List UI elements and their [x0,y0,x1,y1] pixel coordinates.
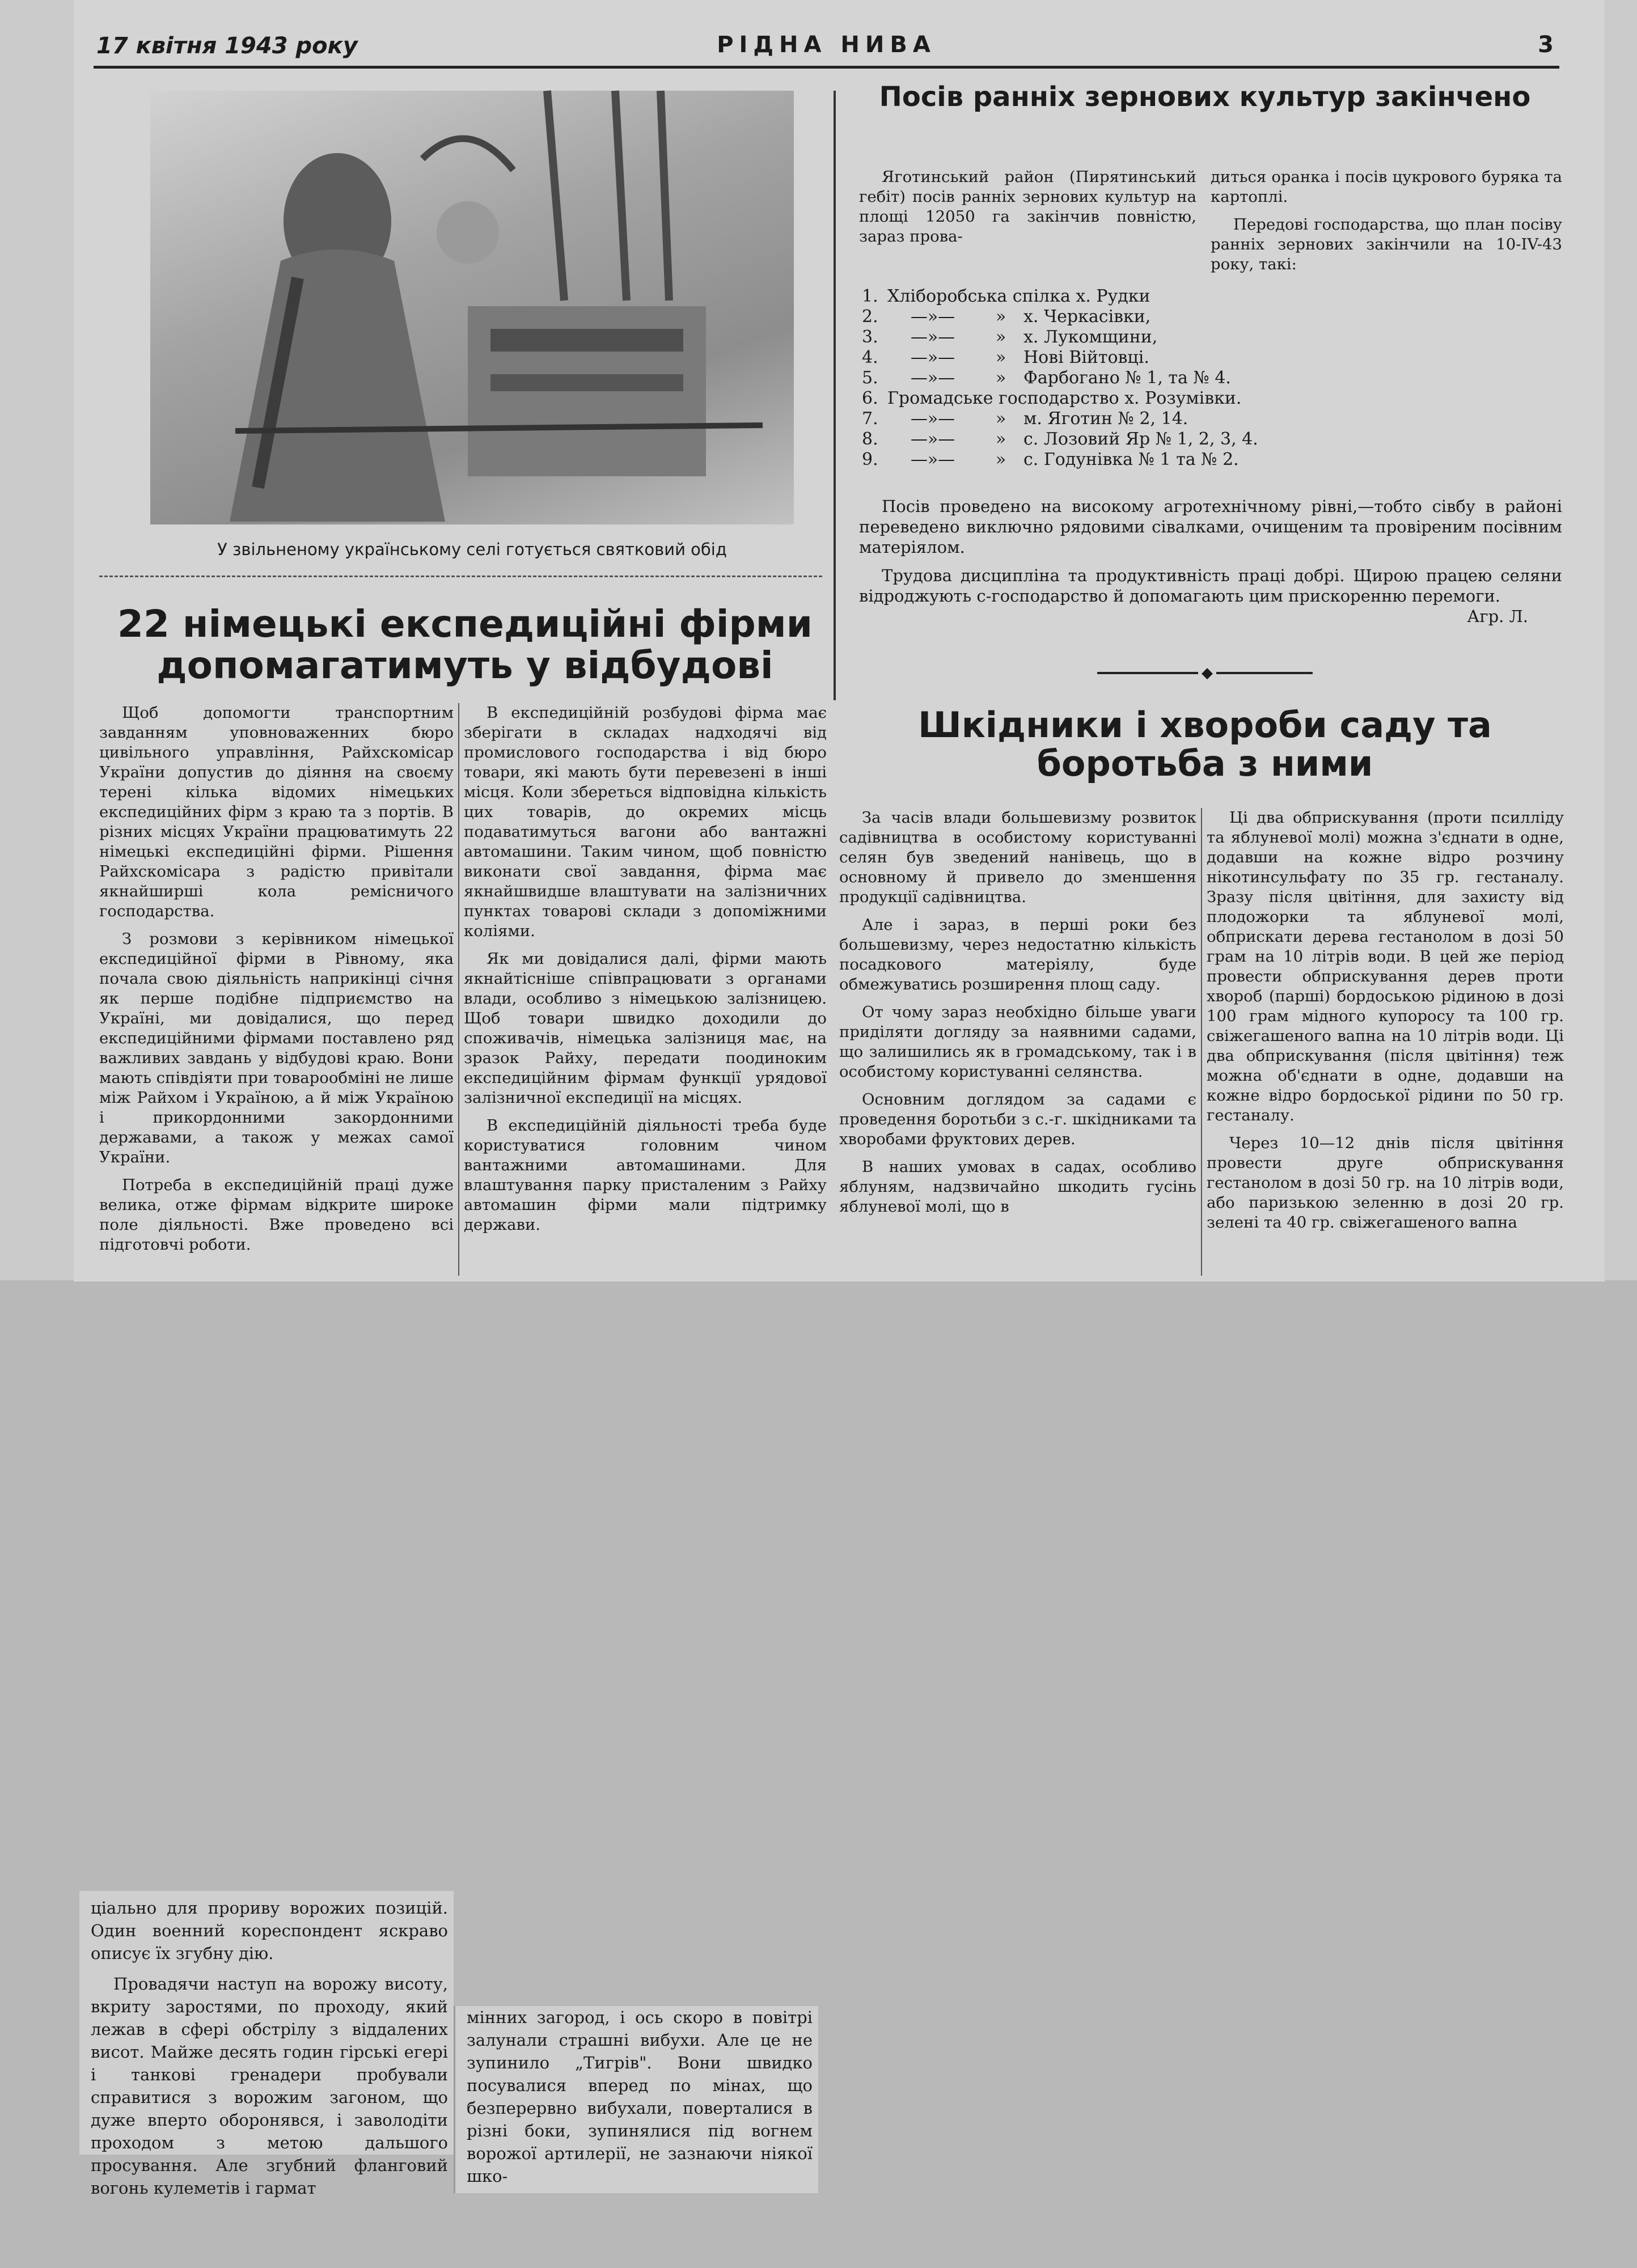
paragraph: Передові господарства, що план посіву ранніх зернових закінчили на 10-IV-43 року, такі: [1211,215,1562,273]
paragraph: Яготинський район (Пирятинський гебіт) посів ранніх зернових культур на площі 12050 га закінчив повністю, зараз прова- [859,168,1196,246]
newspaper-clipping-2 [454,2006,818,2193]
article-headline-pests: Шкідники і хвороби саду та боротьба з ними [918,704,1492,785]
paragraph: Провадячи наступ на ворожу висоту, вкриту заростями, по проходу, який лежав в сфері обстрілу з віддалених висот. Майже десять годин гірські егері і танкові гренадери пробували справитися з ворожим загоном, що дуже вперто оборонявся, і заволодіти проходом з метою дальшого просування. Але згубний фланговий вогонь кулеметів і гармат [91,1974,448,2198]
clipping-text [467,2006,813,2190]
leading-farms-list [862,286,1559,470]
list-item: 5. —»— » Фарбогано № 1, та № 4. [862,368,1231,388]
paragraph: Щоб допомогти транспортним завданням уповноваженних бюро цивільного управління, Райхскомісар України допустив до діяння на своєму терені кілька відомих німецьких експедиційних фірм з краю та з портів. В різних місцях України працюватимуть 22 німецькі експедиційні фірми. Рішення Райхскомісара з радістю привітали якнайширші кола ремісничого господарства. [99,704,454,920]
page-edge [74,1280,1605,1281]
list-item: 2. —»— » х. Черкасівки, [862,307,1151,327]
article-firms-col2 [464,703,827,1276]
article-sowing-col1 [859,167,1196,284]
paragraph: За часів влади большевизму розвиток садівництва в особистому користуванні селян був зведений нанівець, що в основному й привело до зменшення продукції садівництва. [839,809,1196,906]
masthead [94,28,1559,69]
list-item: 9. —»— » с. Годунівка № 1 та № 2. [862,450,1239,469]
paragraph: диться оранка і посів цукрового буряка та картоплі. [1211,168,1562,206]
paragraph: ціально для прориву ворожих позицій. Один военний кореспондент яскраво описує їх згубну дію. [91,1898,448,1963]
paragraph: В експедиційній розбудові фірма має зберігати в складах надходячі від промислового господарства і від бюро товари, які мають бути перевезені в інші місця. Коли збереться відповідна кількість цих товарів, до окремих місць подаватимуться вагони або вантажні автомашини. Таким чином, щоб повністю виконати свої завдання, фірма має якнайшвидше влаштувати на залізничних пунктах товарові склади з допоміжними коліями. [464,704,827,940]
section-divider [99,576,822,577]
article-sowing-conclusion [859,496,1562,649]
village-photo [150,91,794,524]
paragraph: В експедиційній діяльності треба буде користуватися головним чином вантажними автомашинами. Для влаштування парку присталеним з Райху автомашин фірми мали підтримку держави. [464,1116,827,1234]
list-item: 3. —»— » х. Лукомщини, [862,327,1158,347]
paragraph: В наших умовах в садах, особливо яблуням, надзвичайно шкодить гусінь яблуневої молі, що в [839,1158,1196,1216]
paragraph: Посів проведено на високому агротехнічному рівні,—тобто сівбу в районі переведено виключно рядовими сівалками, очищеним та провіреним посівним матеріялом. [859,497,1562,557]
paragraph: От чому зараз необхідно більше уваги приділяти догляду за наявними садами, що залишились як в громадському, так і в особистому користуванні селянства. [839,1003,1196,1081]
clipping-text [91,1897,448,2198]
article-pests-col1 [839,808,1196,1276]
paragraph: Через 10—12 днів після цвітіння провести друге обприскування гестанолом в дозі 50 гр. на 10 літрів води, або паризькою зеленню в дозі 20 гр. зелені та 40 гр. свіжегашеного вапна [1207,1134,1564,1232]
newspaper-clipping-1 [79,1891,454,2198]
column-rule [1201,808,1202,1276]
column-rule [834,91,836,700]
article-headline-firms: 22 німецькі експедиційні фірми допомагатимуть у відбудові [117,602,813,687]
list-item: 1. Хліборобська спілка х. Рудки [862,286,1150,306]
photo-caption: У звільненому українському селі готується святковий обід [217,540,727,559]
page-number: 3 [1538,32,1554,58]
newspaper-title: РІДНА НИВА [717,32,936,58]
paragraph: Але і зараз, в перші роки без большевизму, через недостатню кількість посадкового матеріялу, буде обмежуватись розширення площ саду. [839,916,1196,993]
paragraph: Основним доглядом за садами є проведення боротьби з с.-г. шкідниками та хворобами фруктових дерев. [839,1090,1196,1148]
article-headline-sowing: Посів ранніх зернових культур закінчено [879,81,1531,113]
paragraph: Як ми довідалися далі, фірми мають якнайтісніше співпрацювати з органами влади, особливо з німецькою залізницею. Щоб товари швидко доходили до споживачів, німецька залізниця має, на зразок Райху, передати поодиноким експедиційним фірмам функції урядової залізничної експедиції на місцях. [464,950,827,1107]
article-sowing-col2 [1211,167,1562,284]
ornament-divider [1097,665,1313,682]
list-item: 8. —»— » с. Лозовий Яр № 1, 2, 3, 4. [862,429,1258,449]
article-firms-col1 [99,703,454,1276]
list-item: 6. Громадське господарство х. Розумівки. [862,388,1242,408]
article-pests-col2 [1207,808,1564,1276]
paragraph: Ці два обприскування (проти псилліду та яблуневої молі) можна з'єднати в одне, додавши на кожне відро розчину нікотинсульфату по 35 гр. гестаналу. Зразу після цвітіння, для захисту від плодожорки та яблуневої молі, обприскати дерева гестанолом в дозі 50 грам на 10 літрів води. В цей же період провести обприскування дерев проти хвороб (парші) бордоською рідиною в дозі 100 грам мідного купоросу та 100 гр. свіжегашеного вапна на 10 літрів води. Ці два обприскування (після цвітіння) теж можна об'єднати в одне, додавши на кожне відро бордоської рідини по 50 гр. гестаналу. [1207,809,1564,1124]
photo-illustration [150,91,794,524]
paragraph: мінних загород, і ось скоро в повітрі залунали страшні вибухи. Але це не зупинило „Тигрів". Вони швидко посувалися вперед по мінах, що безперервно вибухали, поверталися в різні боки, зупинялися під вогнем ворожої артилерії, не зазнаючи ніякої шко- [467,2008,813,2186]
paragraph: З розмови з керівником німецької експедиційної фірми в Рівному, яка почала свою діяльність наприкінці січня як перше подібне підприємство на Україні, ми довідалися, що перед експедиційними фірмами поставлено ряд важливих завдань у відбудові краю. Вони мають співдіяти при товарообміні не лише між Райхом і Україною, а й між Україною і прикордонними закордонними державами, а також у межах самої України. [99,930,454,1166]
paragraph: Трудова дисципліна та продуктивність праці добрі. Щирою працею селяни відроджують с-господарство й допомагають цим прискоренню перемоги. [859,566,1562,606]
list-item: 4. —»— » Нові Війтовці. [862,348,1149,367]
author-signature: Агр. Л. [1467,607,1528,626]
list-item: 7. —»— » м. Яготин № 2, 14. [862,409,1188,429]
issue-date: 17 квітня 1943 року [96,33,358,59]
paragraph: Потреба в експедиційній праці дуже велика, отже фірмам відкрите широке поле діяльності. Вже проведено всі підготовчі роботи. [99,1176,454,1254]
column-rule [458,703,459,1276]
diamond-icon: ◆ [1198,665,1216,682]
